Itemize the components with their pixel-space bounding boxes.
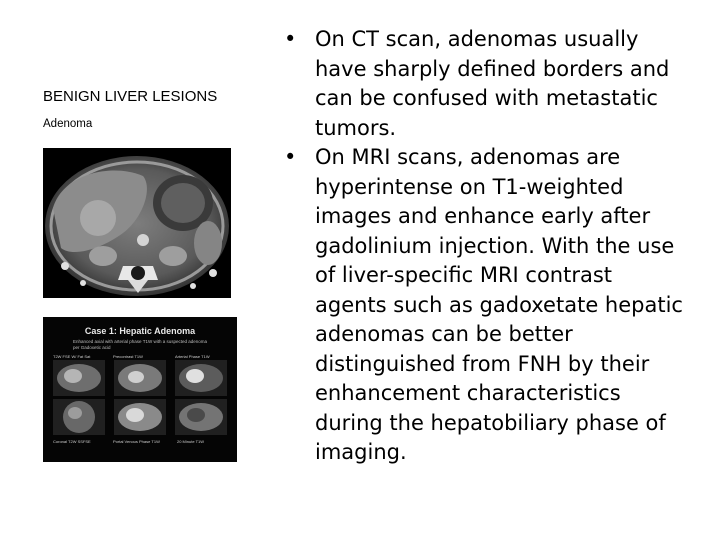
bullet-text-ct: On CT scan, adenomas usually have sharply defined borders and can be confused with metastatic tumors. [315,27,670,140]
ct-scan-image [43,148,231,298]
mri-label-3: Arterial Phase T1W [175,354,210,359]
mri-thumb-2 [114,360,166,396]
mri-thumb-3-drawing [175,360,227,396]
bullet-marker: • [284,145,297,169]
bullet-list [283,25,703,468]
bullet-text-mri: On MRI scans, adenomas are hyperintense on T1-weighted images and enhance early after gadolinium injection. With the use of liver-specific MRI contrast agents such as gadoxetate hepatic adenomas can be better distinguished from FNH by their enhancement characteristics during the hepatobiliary phase of imaging. [315,145,683,464]
mri-label-4: Coronal T2W SSFSE [53,439,91,444]
mri-thumb-1-drawing [53,360,105,396]
mri-thumb-5-drawing [114,399,166,435]
mri-label-1: T2W FSE W/ Fat Sat [53,354,91,359]
mri-label-6: 20 Minute T1W [177,439,205,444]
slide-title: BENIGN LIVER LESIONS [43,88,218,105]
mri-label-5: Portal Venous Phase T1W [113,439,160,444]
mri-panel-caption: Enhanced axial with arterial phase T1W with a suspected adenoma per Gadoxetic acid [73,339,207,350]
mri-thumb-2-drawing [114,360,166,396]
mri-thumb-6 [175,399,227,435]
mri-thumb-3 [175,360,227,396]
mri-thumb-4-drawing [53,399,105,435]
bullet-item-ct [283,25,703,143]
ct-scan-drawing [43,148,231,298]
mri-thumb-4 [53,399,105,435]
mri-thumb-6-drawing [175,399,227,435]
mri-label-2: Precontrast T1W [113,354,143,359]
mri-grid-image [43,317,237,462]
mri-thumb-5 [114,399,166,435]
slide-subtitle: Adenoma [43,118,93,130]
mri-panel-title: Case 1: Hepatic Adenoma [84,326,196,336]
mri-thumb-1 [53,360,105,396]
bullet-marker: • [284,27,297,51]
bullet-item-mri [283,143,703,468]
